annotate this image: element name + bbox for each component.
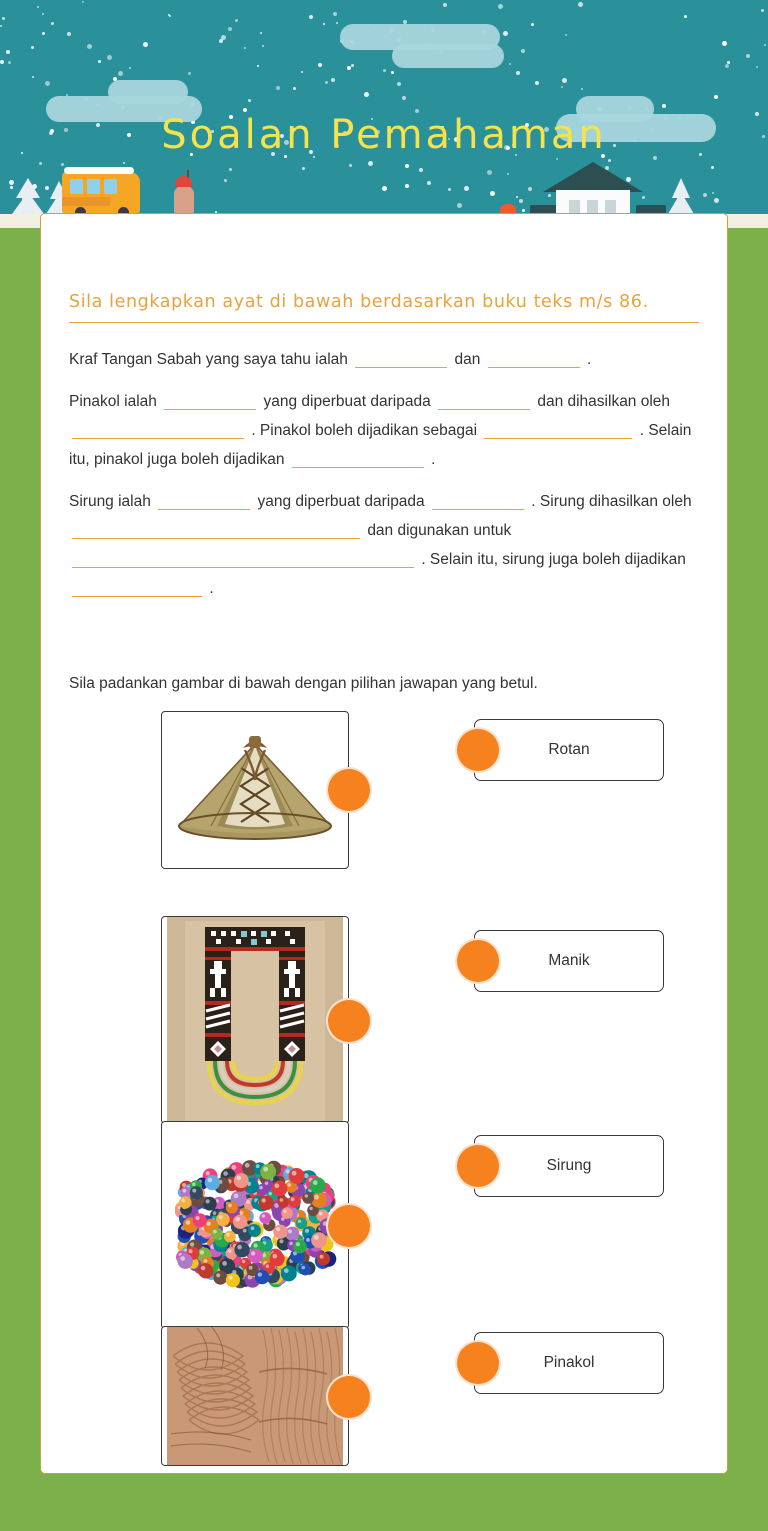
match-row	[69, 1121, 699, 1326]
cloud-icon	[108, 80, 188, 104]
answer-blank[interactable]	[355, 350, 447, 368]
paragraph-text: . Pinakol boleh dijadikan sebagai	[251, 422, 482, 439]
reindeer-icon	[172, 174, 198, 214]
answer-blank[interactable]	[438, 392, 530, 410]
paragraph-text: Sirung ialah	[69, 493, 156, 510]
answer-blank[interactable]	[72, 421, 244, 439]
match-row	[69, 916, 699, 1121]
answer-blank[interactable]	[72, 579, 202, 597]
paragraph-text: .	[587, 351, 592, 368]
header-banner	[0, 0, 768, 228]
connector-dot-opt-sirung[interactable]	[457, 1145, 499, 1187]
answer-blank[interactable]	[488, 350, 580, 368]
match-row	[69, 1326, 699, 1531]
paragraph-text: Kraf Tangan Sabah yang saya tahu ialah	[69, 351, 353, 368]
paragraph-pinakol	[69, 387, 699, 474]
paragraph-text: .	[431, 451, 436, 468]
paragraph-text: . Selain itu, pinakol juga boleh dijadikan	[69, 422, 692, 468]
pic-beaded-necklace[interactable]	[161, 916, 349, 1124]
house-icon	[547, 162, 639, 214]
paragraph-text: dan dihasilkan oleh	[537, 393, 671, 410]
answer-blank[interactable]	[72, 550, 414, 568]
worksheet-card	[40, 213, 728, 1474]
opt-pinakol[interactable]	[474, 1332, 664, 1394]
paragraph-text: . Sirung dihasilkan oleh	[531, 493, 692, 510]
paragraph-text: . Selain itu, sirung juga boleh dijadikan	[421, 551, 686, 568]
match-row	[69, 711, 699, 916]
page-title: Soalan Pemahaman	[161, 112, 607, 158]
paragraph-text: Pinakol ialah	[69, 393, 162, 410]
answer-blank[interactable]	[164, 392, 256, 410]
answer-blank[interactable]	[432, 492, 524, 510]
opt-manik[interactable]	[474, 930, 664, 992]
option-label: Pinakol	[543, 1354, 595, 1371]
paragraph-kraf-tangan	[69, 345, 699, 374]
connector-dot-opt-manik[interactable]	[457, 940, 499, 982]
connector-dot-opt-rotan[interactable]	[457, 729, 499, 771]
paragraph-sirung	[69, 487, 699, 603]
section1-instruction: Sila lengkapkan ayat di bawah berdasarkan buku teks m/s 86.	[69, 292, 649, 312]
school-bus-icon	[62, 172, 140, 214]
paragraph-text: yang diperbuat daripada	[257, 493, 429, 510]
snow-tree-icon	[12, 178, 44, 214]
answer-blank[interactable]	[72, 521, 360, 539]
option-label: Manik	[548, 952, 590, 969]
pic-colorful-beads[interactable]	[161, 1121, 349, 1329]
paragraph-text: yang diperbuat daripada	[263, 393, 436, 410]
connector-dot-pic-4[interactable]	[328, 1376, 370, 1418]
answer-blank[interactable]	[158, 492, 250, 510]
cloud-icon	[392, 44, 504, 68]
opt-sirung[interactable]	[474, 1135, 664, 1197]
paragraph-text: dan digunakan untuk	[367, 522, 512, 539]
instruction-divider	[69, 322, 699, 323]
opt-rotan[interactable]	[474, 719, 664, 781]
paragraph-text: .	[209, 580, 214, 597]
answer-blank[interactable]	[484, 421, 632, 439]
section2-instruction: Sila padankan gambar di bawah dengan pilihan jawapan yang betul.	[69, 675, 538, 692]
option-label: Sirung	[546, 1157, 592, 1174]
pic-rattan-bundles[interactable]	[161, 1326, 349, 1466]
answer-blank[interactable]	[292, 450, 424, 468]
pic-conical-hat[interactable]	[161, 711, 349, 869]
connector-dot-pic-2[interactable]	[328, 1000, 370, 1042]
matching-exercise	[69, 711, 699, 1531]
connector-dot-pic-3[interactable]	[328, 1205, 370, 1247]
connector-dot-pic-1[interactable]	[328, 769, 370, 811]
option-label: Rotan	[548, 741, 590, 758]
fill-in-blank-paragraphs	[69, 345, 699, 603]
connector-dot-opt-pinakol[interactable]	[457, 1342, 499, 1384]
snow-tree-icon	[668, 178, 694, 214]
paragraph-text: dan	[454, 351, 485, 368]
